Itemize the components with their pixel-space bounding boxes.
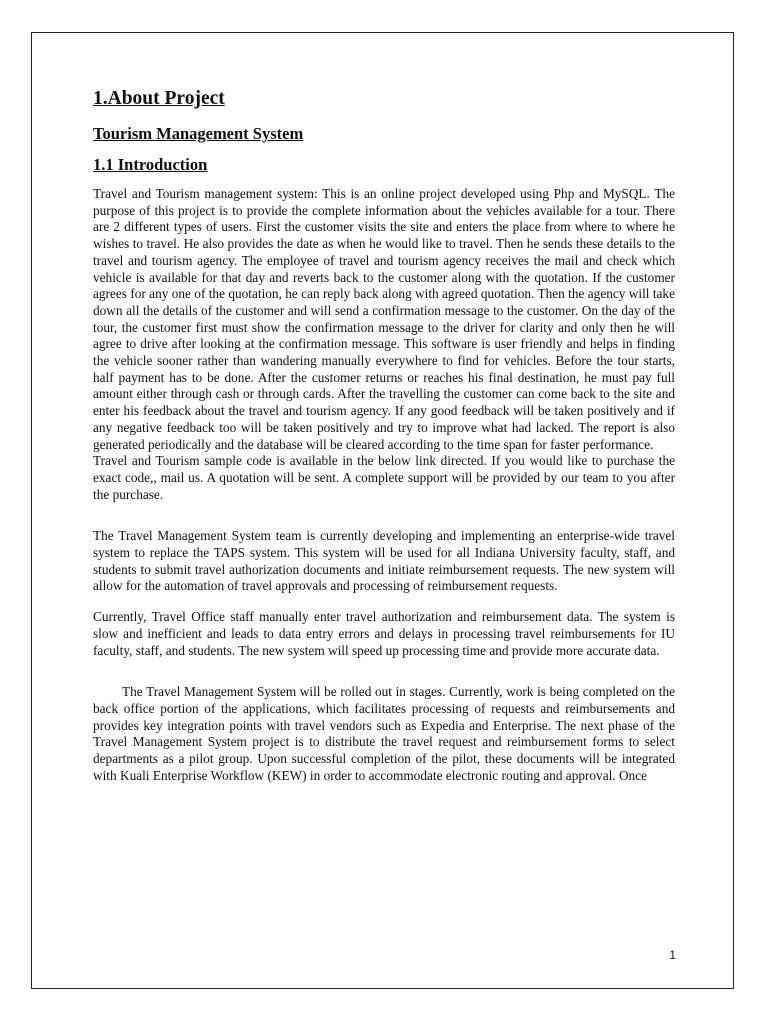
heading-introduction: 1.1 Introduction bbox=[93, 155, 208, 174]
paragraph-rollout: The Travel Management System will be rolled out in stages. Currently, work is being completed on the back office portion of the applications, which facilitates processing of requests and reimbursements and provides key integration points with travel vendors such as Expedia and Enterprise. The next phase of the Travel Management System project is to distribute the travel request and reimbursement forms to select departments as a pilot group. Upon successful completion of the pilot, these documents will be integrated with Kuali Enterprise Workflow (KEW) in order to accommodate electronic routing and approval. Once bbox=[93, 684, 675, 783]
spacer bbox=[93, 503, 675, 528]
spacer bbox=[93, 595, 675, 609]
page-number: 1 bbox=[669, 948, 676, 962]
spacer bbox=[93, 659, 675, 684]
paragraph-tms-team: The Travel Management System team is currently developing and implementing an enterprise-wide travel system to replace the TAPS system. This system will be used for all Indiana University faculty, staff, and students to submit travel authorization documents and initiate reimbursement requests. The new system will allow for the automation of travel approvals and processing of reimbursement requests. bbox=[93, 528, 675, 594]
paragraph-sample-code: Travel and Tourism sample code is available in the below link directed. If you would like to purchase the exact code,, mail us. A quotation will be sent. A complete support will be provided by our team to you after the purchase. bbox=[93, 453, 675, 502]
document-body bbox=[93, 86, 675, 785]
heading-about-project: 1.About Project bbox=[93, 88, 225, 109]
heading-tourism-management-system: Tourism Management System bbox=[93, 124, 304, 143]
paragraph-current-state: Currently, Travel Office staff manually enter travel authorization and reimbursement data. The system is slow and inefficient and leads to data entry errors and delays in processing travel reimbursements for IU faculty, staff, and students. The new system will speed up processing time and provide more accurate data. bbox=[93, 609, 675, 658]
paragraph-intro: Travel and Tourism management system: This is an online project developed using Php and MySQL. The purpose of this project is to provide the complete information about the vehicles available for a tour. There are 2 different types of users. First the customer visits the site and enters the place from where to where he wishes to travel. He also provides the date as when he would like to travel. Then he sends these details to the travel and tourism agency. The employee of travel and tourism agency receives the mail and check which vehicle is available for that day and reverts back to the customer along with the quotation. If the customer agrees for any one of the quotation, he can reply back along with agreed quotation. Then the agency will take down all the details of the customer and will send a confirmation message to the customer. On the day of the tour, the customer first must show the confirmation message to the driver for clarity and only then he will agree to drive after looking at the confirmation message. This software is user friendly and helps in finding the vehicle sooner rather than wandering manually everywhere to find for vehicles. Before the tour starts, half payment has to be done. After the customer returns or reaches his final destination, he must pay full amount either through cash or through cards. After the travelling the customer can come back to the site and enter his feedback about the travel and tourism agency. If any good feedback will be taken positively and if any negative feedback too will be taken positively and try to improve what had lacked. The report is also generated periodically and the database will be cleared according to the time span for faster performance. bbox=[93, 186, 675, 452]
